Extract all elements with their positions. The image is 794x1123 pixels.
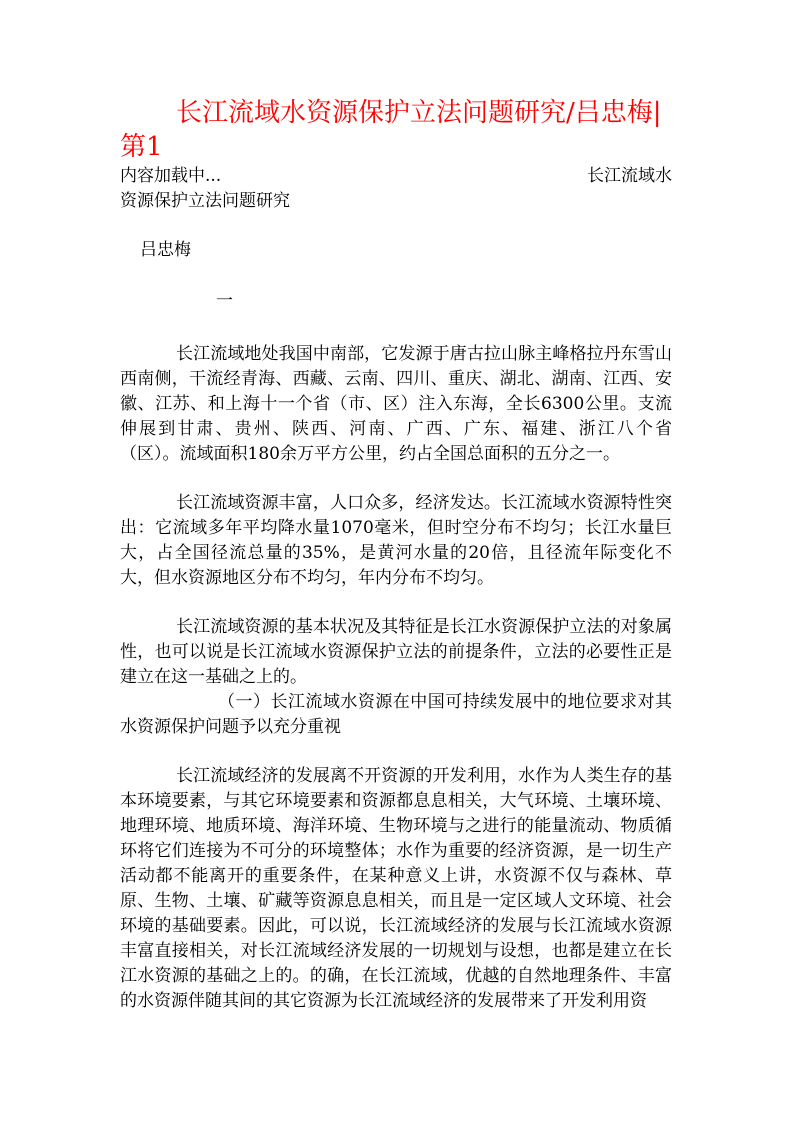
loading-line <box>120 164 672 189</box>
section-number: 一 <box>216 291 233 311</box>
subtitle-continuation: 资源保护立法问题研究 <box>120 191 290 211</box>
author-name: 吕忠梅 <box>140 240 191 260</box>
paragraph-4: 长江流域经济的发展离不开资源的开发利用，水作为人类生存的基本环境要素，与其它环境要素和资源都息息相关，大气环境、土壤环境、地理环境、地质环境、海洋环境、生物环境与之进行的能量流动、物质循环将它们连接为不可分的环境整体；水作为重要的经济资源，是一切生产活动都不能离开的重要条件，在某种意义上讲，水资源不仅与森林、草原、生物、土壤、矿藏等资源息息相关，而且是一定区域人文环境、社会环境的基础要素。因此，可以说，长江流域经济的发展与长江流域水资源丰富直接相关，对长江流域经济发展的一切规划与设想，也都是建立在长江水资源的基础之上的。的确，在长江流域，优越的自然地理条件、丰富的水资源伴随其间的其它资源为长江流域经济的发展带来了开发利用资 <box>120 766 672 1011</box>
paragraph-3: 长江流域资源的基本状况及其特征是长江水资源保护立法的对象属性，也可以说是长江流域水资源保护立法的前提条件，立法的必要性正是建立在这一基础之上的。 <box>120 617 672 687</box>
paragraph-1: 长江流域地处我国中南部，它发源于唐古拉山脉主峰格拉丹东雪山西南侧，干流经青海、西藏、云南、四川、重庆、湖北、湖南、江西、安徽、江苏、和上海十一个省（市、区）注入东海，全长6300公里。支流伸展到甘肃、贵州、陕西、河南、广西、广东、福建、浙江八个省（区）。流域面积180余万平方公里，约占全国总面积的五分之一。 <box>120 344 672 464</box>
document-body <box>120 96 672 1014</box>
paragraph-2: 长江流域资源丰富，人口众多，经济发达。长江流域水资源特性突出：它流域多年平均降水量1070毫米，但时空分布不均匀；长江水量巨大，占全国径流总量的35%，是黄河水量的20倍，且径流年际变化不大，但水资源地区分布不均匀，年内分布不均匀。 <box>120 493 672 588</box>
loading-status: 内容加载中... <box>120 166 222 186</box>
subtitle-start: 长江流域水 <box>587 166 672 186</box>
section-heading-1: （一）长江流域水资源在中国可持续发展中的地位要求对其水资源保护问题予以充分重视 <box>120 692 672 737</box>
document-title: 长江流域水资源保护立法问题研究/吕忠梅|第1 <box>120 98 662 162</box>
